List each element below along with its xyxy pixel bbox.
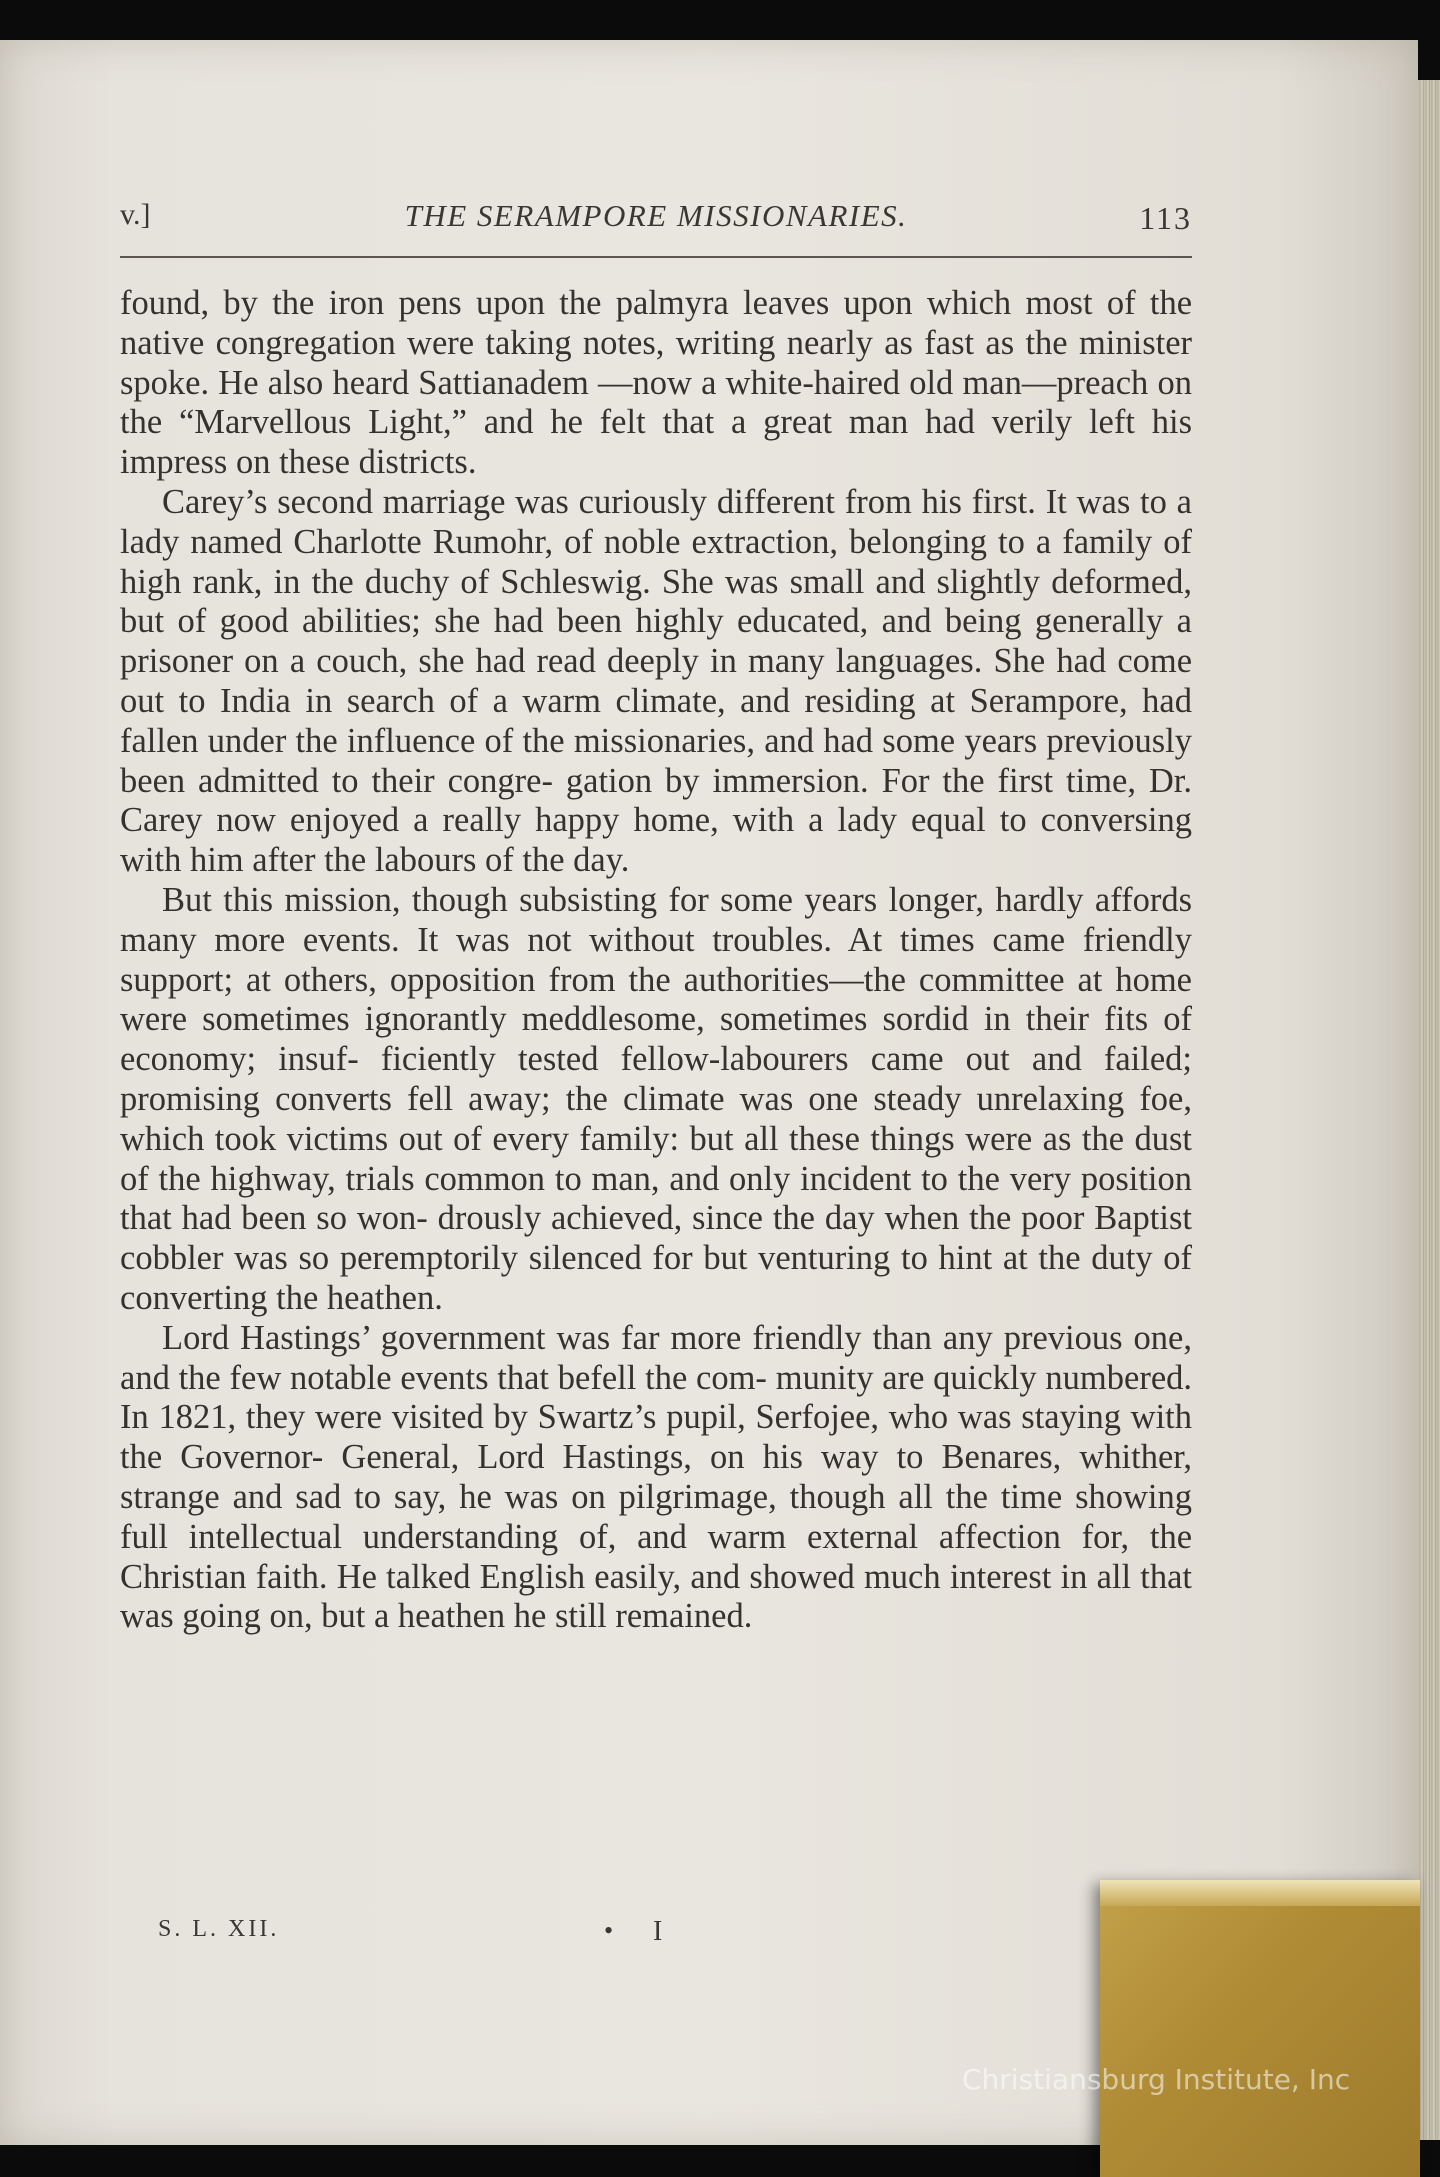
text-line: —now a white-haired old man—preach on the “Marvellous — [120, 363, 1192, 442]
text-line: full intellectual understanding of, and warm external affection — [120, 1517, 1061, 1556]
page-tab-marker — [1100, 1880, 1420, 2177]
text-line: She was small and slightly deformed, but of good abilities; she — [120, 562, 1193, 641]
text-line: ficiently tested fellow-labourers came out and failed; promising — [120, 1040, 1192, 1118]
text-line: At times came friendly support; at others, opposition from the — [120, 920, 1192, 999]
text-line: It was to a lady named Charlotte Rumohr, of noble extraction, — [120, 482, 1192, 561]
text-line: Lord Hastings’ government was far more friendly than any — [162, 1318, 993, 1357]
text-line: much interest in all that was going on, but a heathen he still — [120, 1557, 1193, 1636]
page-number: 113 — [1139, 200, 1192, 236]
text-line: Serampore, had fallen under the influence of the missionaries, — [120, 681, 1192, 760]
text-line: and only incident to the very position that had been so won- — [120, 1159, 1193, 1238]
text-line: most of the native congregation were taking notes, writing — [120, 284, 1193, 362]
text-line: a couch, she had read deeply in many languages. She had — [289, 642, 1107, 681]
text-line: had been highly educated, and being generally a prisoner on — [120, 602, 1192, 681]
text-line: drously achieved, since the day when the poor Baptist cobbler — [120, 1199, 1192, 1278]
text-line: Carey’s second marriage was curiously different from his first. — [162, 482, 1036, 521]
running-header — [120, 198, 1192, 244]
chapter-marker: v.] — [120, 198, 151, 231]
text-line: Light,” and he felt that a great man had verily left his impress — [120, 403, 1192, 482]
text-line: which took victims out of every family: but all these things — [120, 1119, 955, 1158]
paragraph — [120, 881, 1192, 1319]
text-line: and had some years previously been admitted to their congre- — [120, 721, 1193, 800]
watermark: Christiansburg Institute, Inc — [962, 2063, 1351, 2096]
signature-mark: S. L. XII. — [158, 1916, 280, 1942]
text-line: come out to India in search of a warm climate, and residing at — [120, 642, 1193, 720]
text-line: found, by the iron pens upon the palmyra leaves upon which — [120, 284, 1012, 322]
text-line: remained. — [615, 1597, 753, 1636]
footer-dot: • — [604, 1916, 614, 1945]
running-title: THE SERAMPORE MISSIONARIES. — [404, 198, 908, 233]
text-line: hardly affords many more events. It was not without troubles. — [120, 880, 1192, 959]
page-tab-highlight — [1100, 1880, 1420, 1906]
text-line: But this mission, though subsisting for some years longer, — [162, 880, 984, 919]
text-line: after the labours of the day. — [252, 841, 630, 880]
paragraph — [120, 284, 1192, 483]
paragraph — [120, 483, 1192, 881]
header-rule — [120, 256, 1192, 258]
page-edges — [1418, 80, 1440, 2140]
text-line: gation by immersion. For the first time, Dr. Carey now enjoyed — [120, 761, 1192, 840]
text-line: a really happy home, with a lady equal to conversing with him — [120, 801, 1193, 880]
text-line: belonging to a family of high rank, in the duchy of Schleswig. — [120, 522, 1193, 601]
text-line: and sad to say, he was on pilgrimage, though all the time showing — [232, 1477, 1192, 1516]
text-line: converts fell away; the climate was one steady unrelaxing foe, — [275, 1079, 1193, 1118]
text-line: authorities—the committee at home were sometimes ignorantly — [120, 960, 1192, 1039]
text-line: previous one, and the few notable events that befell the com- — [120, 1318, 1192, 1397]
body-text — [120, 284, 1192, 1637]
paragraph — [120, 1319, 1192, 1637]
text-line: on these districts. — [235, 443, 477, 482]
text-line: Swartz’s pupil, Serfojee, who was staying with the Governor- — [120, 1398, 1192, 1477]
text-line: were as the dust of the highway, trials common to man, — [120, 1119, 1192, 1198]
text-line: General, Lord Hastings, on his way to Benares, whither, strange — [120, 1438, 1193, 1516]
text-line: meddlesome, sometimes sordid in their fits of economy; insuf- — [120, 1000, 1193, 1079]
text-line: duty of converting the heathen. — [120, 1239, 1193, 1317]
text-line: was so peremptorily silenced for but venturing to hint at the — [234, 1239, 1081, 1278]
text-line: munity are quickly numbered. In 1821, they were visited by — [120, 1358, 1193, 1437]
sheet-number: I — [653, 1916, 663, 1947]
text-line: for, the Christian faith. He talked English easily, and showed — [120, 1517, 1193, 1596]
text-line: nearly as fast as the minister spoke. He also heard Sattianadem — [120, 323, 1193, 402]
